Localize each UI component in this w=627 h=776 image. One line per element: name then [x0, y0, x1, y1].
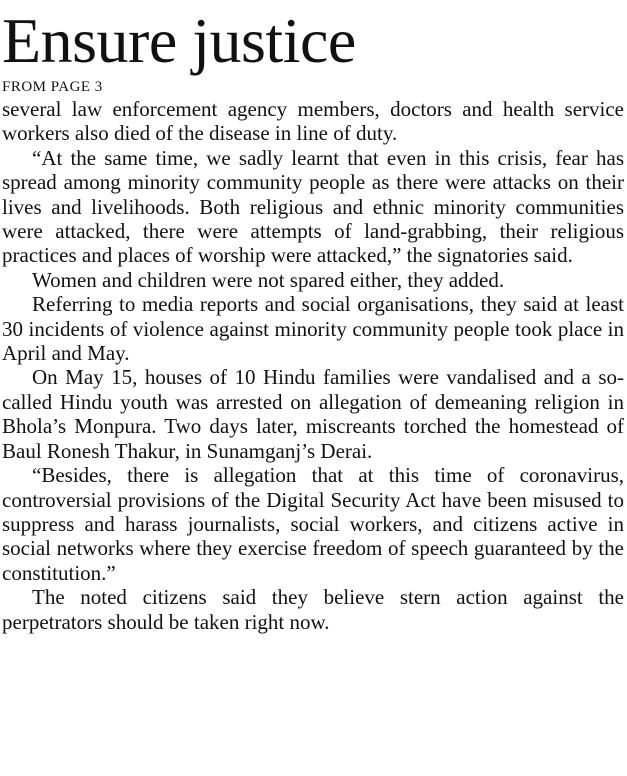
- news-article: [2, 4, 624, 634]
- jump-label: FROM PAGE 3: [2, 79, 103, 95]
- paragraph: Referring to media reports and social organisations, they said at least 30 incidents of violence against minority community people took place in April and May.: [2, 292, 624, 366]
- paragraph: The noted citizens said they believe stern action against the perpetrators should be taken right now.: [2, 585, 624, 634]
- article-body: [2, 97, 624, 634]
- paragraph: “Besides, there is allegation that at this time of coronavirus, controversial provisions of the Digital Security Act have been misused to suppress and harass journalists, social workers, and citizens active in social networks where they exercise freedom of speech guaranteed by the constitution.”: [2, 463, 624, 585]
- paragraph: Women and children were not spared either, they added.: [32, 267, 505, 292]
- paragraph: several law enforcement agency members, doctors and health service workers also died of the disease in line of duty.: [2, 97, 624, 146]
- headline: Ensure justice: [2, 5, 356, 76]
- paragraph: On May 15, houses of 10 Hindu families were vandalised and a so-called Hindu youth was arrested on allegation of demeaning religion in Bhola’s Monpura. Two days later, miscreants torched the homestead of Baul Ronesh Thakur, in Sunamganj’s Derai.: [2, 365, 624, 463]
- paragraph: “At the same time, we sadly learnt that even in this crisis, fear has spread among minority community people as there were attacks on their lives and livelihoods. Both religious and ethnic minority communities were attacked, there were attempts of land-grabbing, their religious practices and places of worship were attacked,” the signatories said.: [2, 145, 624, 268]
